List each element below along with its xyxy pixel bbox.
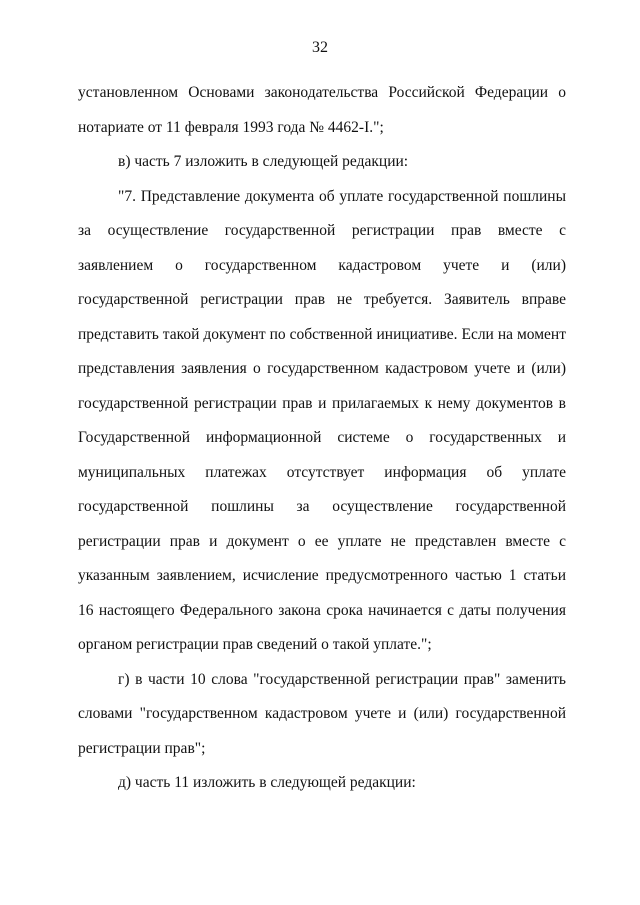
document-body: [78, 76, 566, 801]
paragraph-item-v: в) часть 7 изложить в следующей редакции:: [118, 153, 409, 170]
paragraph-item-d: д) часть 11 изложить в следующей редакции:: [118, 774, 416, 791]
paragraph-quote-part-7: "7. Представление документа об уплате государственной пошлины за осуществление государственной регистрации прав вместе с заявлением о государственном кадастровом учете и (или) государственной регистрации прав не требуется. Заявитель вправе представить такой документ по собственной инициативе. Если на момент представления заявления о государственном кадастровом учете и (или) государственной регистрации прав и прилагаемых к нему документов в Государственной информационной системе о государственных и муниципальных платежах отсутствует информация об уплате государственной пошлины за осуществление государственной регистрации прав и документ о ее уплате не представлен вместе с указанным заявлением, исчисление предусмотренного частью 1 статьи 16 настоящего Федерального закона срока начинается с даты получения органом регистрации прав сведений о такой уплате.";: [78, 187, 566, 653]
paragraph-continuation: установленном Основами законодательства Российской Федерации о нотариате от 11 февраля 1993 года № 4462-I.";: [78, 84, 566, 136]
paragraph-item-g: г) в части 10 слова "государственной регистрации прав" заменить словами "государственном кадастровом учете и (или) государственной регистрации прав";: [78, 670, 566, 757]
page-number: 32: [312, 39, 328, 56]
